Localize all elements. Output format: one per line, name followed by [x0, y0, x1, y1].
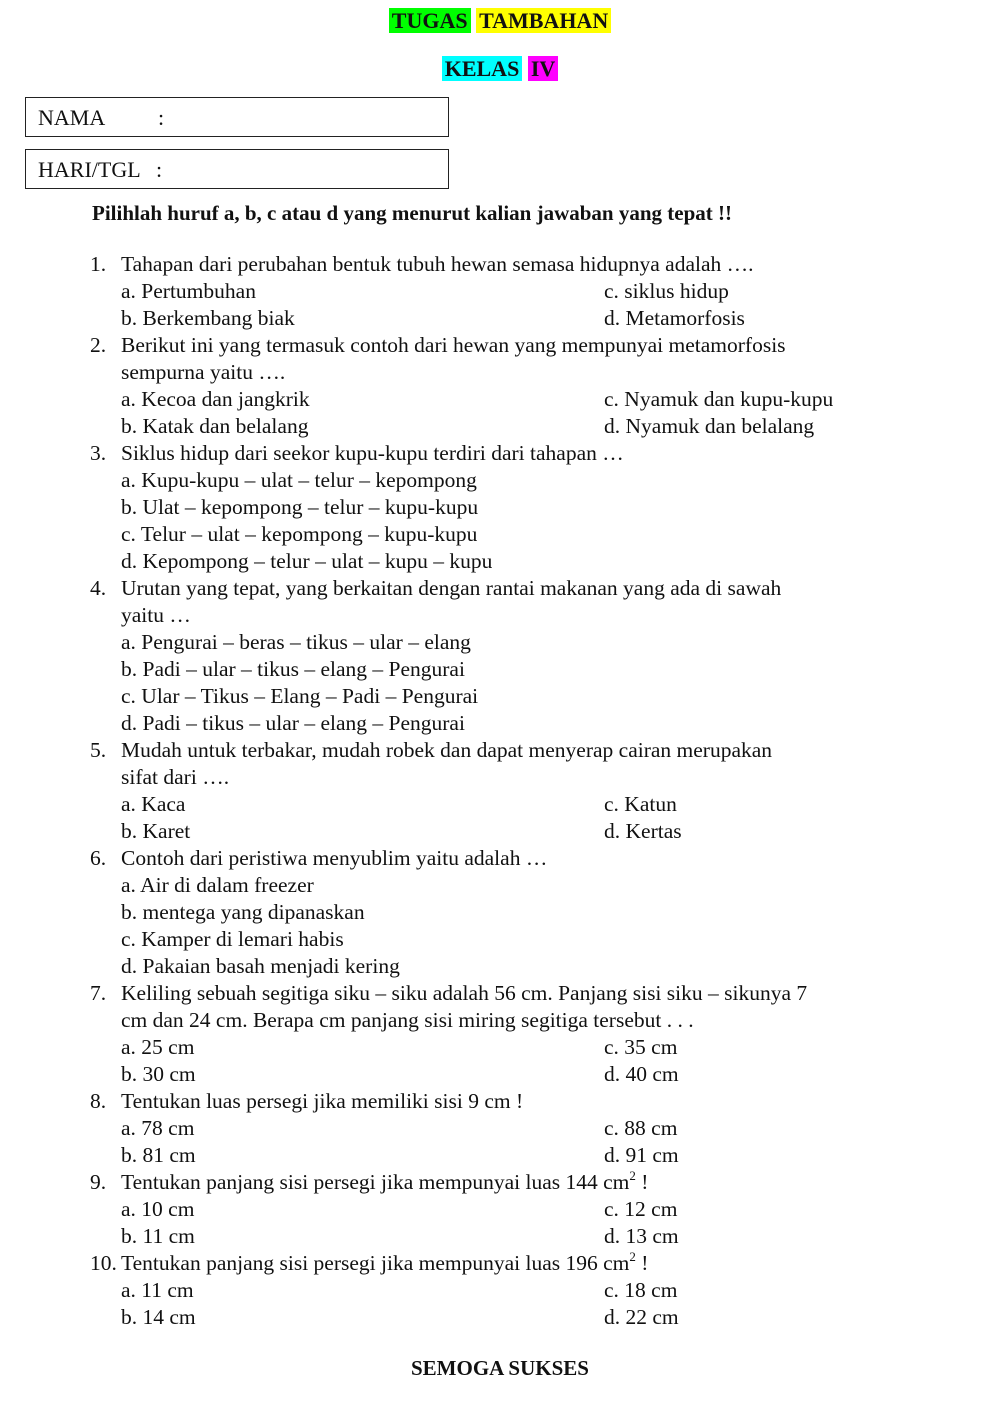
option-row: [0, 1034, 1000, 1061]
date-field[interactable]: [25, 149, 449, 189]
option-d: d. 22 cm: [604, 1305, 679, 1329]
option-c: c. Katun: [604, 792, 677, 816]
question-text: Tahapan dari perubahan bentuk tubuh hewan semasa hidupnya adalah ….: [121, 252, 754, 276]
option-b: b. Katak dan belalang: [121, 414, 309, 438]
option-d: d. Metamorfosis: [604, 306, 745, 330]
option-row: [0, 899, 1000, 926]
option-c: c. Telur – ulat – kepompong – kupu-kupu: [121, 522, 478, 546]
question-number: 6.: [90, 846, 107, 870]
question-line: [0, 845, 1000, 872]
option-d: d. Kepompong – telur – ulat – kupu – kupu: [121, 549, 493, 573]
option-row: [0, 629, 1000, 656]
title-word-tugas: TUGAS: [389, 8, 471, 33]
option-a: a. 25 cm: [121, 1035, 195, 1059]
question-number: 7.: [90, 981, 107, 1005]
question-line: [0, 980, 1000, 1007]
option-row: [0, 548, 1000, 575]
question-number: 3.: [90, 441, 107, 465]
question-line: [0, 332, 1000, 359]
class-label: [0, 56, 1000, 82]
class-word-level: IV: [528, 56, 558, 81]
option-row: [0, 1304, 1000, 1331]
option-c: c. Kamper di lemari habis: [121, 927, 344, 951]
option-a: a. Air di dalam freezer: [121, 873, 314, 897]
option-a: a. Pengurai – beras – tikus – ular – elang: [121, 630, 471, 654]
option-c: c. 12 cm: [604, 1197, 678, 1221]
option-a: a. Kecoa dan jangkrik: [121, 387, 310, 411]
option-d: d. Pakaian basah menjadi kering: [121, 954, 400, 978]
option-row: [0, 305, 1000, 332]
option-row: [0, 872, 1000, 899]
option-d: d. Nyamuk dan belalang: [604, 414, 815, 438]
question-line: [0, 1250, 1000, 1277]
option-row: [0, 656, 1000, 683]
question-text: Siklus hidup dari seekor kupu-kupu terdiri dari tahapan …: [121, 441, 624, 465]
title-word-tambahan: TAMBAHAN: [476, 8, 611, 33]
instruction-text: Pilihlah huruf a, b, c atau d yang menurut kalian jawaban yang tepat !!: [92, 201, 733, 225]
superscript: 2: [629, 1248, 636, 1264]
option-c: c. siklus hidup: [604, 279, 729, 303]
question-number: 9.: [90, 1170, 107, 1194]
option-row: [0, 413, 1000, 440]
superscript: 2: [629, 1167, 636, 1183]
option-c: c. 88 cm: [604, 1116, 678, 1140]
question-text: Berikut ini yang termasuk contoh dari hewan yang mempunyai metamorfosis: [121, 333, 786, 357]
question-text: Mudah untuk terbakar, mudah robek dan dapat menyerap cairan merupakan: [121, 738, 773, 762]
option-a: a. Kupu-kupu – ulat – telur – kepompong: [121, 468, 477, 492]
option-b: b. 11 cm: [121, 1224, 195, 1248]
date-colon: :: [156, 157, 163, 182]
question-text: Contoh dari peristiwa menyublim yaitu adalah …: [121, 846, 548, 870]
option-b: b. Ulat – kepompong – telur – kupu-kupu: [121, 495, 479, 519]
closing-message: SEMOGA SUKSES: [411, 1356, 589, 1380]
option-b: b. Karet: [121, 819, 191, 843]
option-row: [0, 1277, 1000, 1304]
option-a: a. Pertumbuhan: [121, 279, 256, 303]
option-b: b. 30 cm: [121, 1062, 196, 1086]
option-a: a. 11 cm: [121, 1278, 194, 1302]
name-colon: :: [158, 105, 165, 130]
option-b: b. mentega yang dipanaskan: [121, 900, 365, 924]
question-text: Tentukan luas persegi jika memiliki sisi 9 cm !: [121, 1089, 524, 1113]
option-c: c. 35 cm: [604, 1035, 678, 1059]
option-row: [0, 386, 1000, 413]
option-d: d. Padi – tikus – ular – elang – Pengurai: [121, 711, 465, 735]
option-row: [0, 953, 1000, 980]
option-row: [0, 1223, 1000, 1250]
worksheet-title: [0, 8, 1000, 34]
question-line: [0, 1088, 1000, 1115]
option-a: a. 10 cm: [121, 1197, 195, 1221]
question-line: [0, 440, 1000, 467]
date-label: HARI/TGL: [38, 157, 141, 182]
question-text: cm dan 24 cm. Berapa cm panjang sisi miring segitiga tersebut . . .: [121, 1008, 694, 1032]
option-row: [0, 1196, 1000, 1223]
question-line: [0, 737, 1000, 764]
question-text: Urutan yang tepat, yang berkaitan dengan rantai makanan yang ada di sawah: [121, 576, 782, 600]
question-text: sempurna yaitu ….: [121, 360, 286, 384]
option-c: c. Nyamuk dan kupu-kupu: [604, 387, 834, 411]
question-number: 1.: [90, 252, 107, 276]
option-row: [0, 710, 1000, 737]
name-field[interactable]: [25, 97, 449, 137]
option-d: d. 91 cm: [604, 1143, 679, 1167]
question-number: 10.: [90, 1251, 117, 1275]
question-number: 8.: [90, 1089, 107, 1113]
question-text: Tentukan panjang sisi persegi jika mempunyai luas 196 $cm^2$ !: [121, 1248, 649, 1275]
question-number: 5.: [90, 738, 107, 762]
option-b: b. 14 cm: [121, 1305, 196, 1329]
option-row: [0, 1142, 1000, 1169]
option-row: [0, 467, 1000, 494]
question-line: [0, 359, 1000, 386]
question-text: sifat dari ….: [121, 765, 230, 789]
option-d: d. 13 cm: [604, 1224, 679, 1248]
question-line: [0, 1007, 1000, 1034]
option-d: d. Kertas: [604, 819, 682, 843]
option-b: b. Padi – ular – tikus – elang – Pengurai: [121, 657, 465, 681]
option-row: [0, 791, 1000, 818]
option-a: a. Kaca: [121, 792, 186, 816]
option-row: [0, 1115, 1000, 1142]
option-b: b. 81 cm: [121, 1143, 196, 1167]
question-text: Tentukan panjang sisi persegi jika mempunyai luas 144 $cm^2$ !: [121, 1167, 649, 1194]
option-row: [0, 818, 1000, 845]
question-number: 2.: [90, 333, 107, 357]
question-line: [0, 764, 1000, 791]
question-text: Keliling sebuah segitiga siku – siku adalah 56 cm. Panjang sisi siku – sikunya 7: [121, 981, 808, 1005]
question-list: [0, 251, 1000, 1331]
option-row: [0, 1061, 1000, 1088]
question-line: [0, 1169, 1000, 1196]
option-row: [0, 278, 1000, 305]
name-label: NAMA: [38, 105, 106, 130]
question-line: [0, 251, 1000, 278]
option-b: b. Berkembang biak: [121, 306, 295, 330]
question-text: yaitu …: [121, 603, 191, 627]
class-word-kelas: KELAS: [442, 56, 523, 81]
option-a: a. 78 cm: [121, 1116, 195, 1140]
option-row: [0, 926, 1000, 953]
option-d: d. 40 cm: [604, 1062, 679, 1086]
question-line: [0, 575, 1000, 602]
question-line: [0, 602, 1000, 629]
option-row: [0, 683, 1000, 710]
option-c: c. 18 cm: [604, 1278, 678, 1302]
option-row: [0, 521, 1000, 548]
option-c: c. Ular – Tikus – Elang – Padi – Pengurai: [121, 684, 479, 708]
question-number: 4.: [90, 576, 107, 600]
option-row: [0, 494, 1000, 521]
